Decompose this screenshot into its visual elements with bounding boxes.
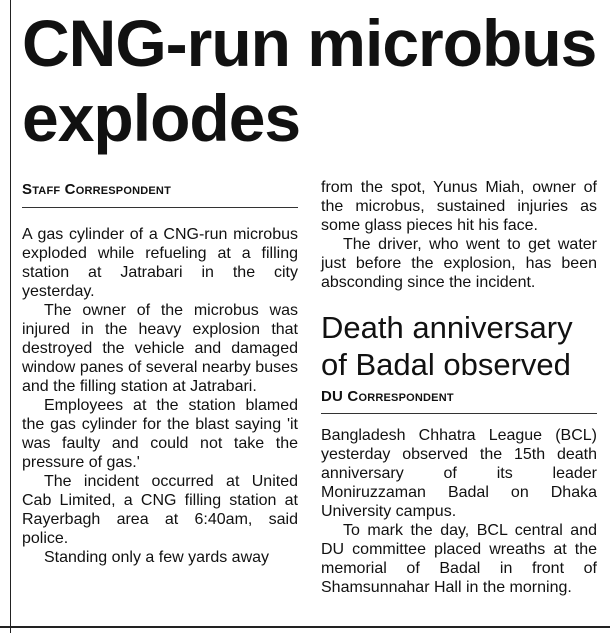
left-column-rule [10, 0, 11, 633]
paragraph: from the spot, Yunus Miah, owner of the microbus, sustained injuries as some glass pieces hit his face. [321, 179, 597, 234]
paragraph: A gas cylinder of a CNG-run microbus exploded while refueling at a filling station at Jatrabari in the city yesterday. [22, 226, 298, 300]
byline-rule [22, 207, 298, 208]
paragraph: The incident occurred at United Cab Limited, a CNG filling station at Rayerbagh area at 6:40am, said police. [22, 473, 298, 547]
second-article-byline: DU Correspondent [321, 388, 454, 405]
article-byline: Staff Correspondent [22, 181, 171, 198]
article-right-column [321, 178, 597, 292]
article-left-column [22, 225, 298, 567]
second-byline-rule [321, 413, 597, 414]
second-article-headline: Death anniversary of Badal observed [321, 310, 573, 382]
paragraph: The driver, who went to get water just before the explosion, has been absconding since the incident. [321, 236, 597, 291]
paragraph: The owner of the microbus was injured in the heavy explosion that destroyed the vehicle and damaged window panes of several nearby buses and the filling station at Jatrabari. [22, 302, 298, 395]
paragraph: To mark the day, BCL central and DU committee placed wreaths at the memorial of Badal in front of Shamsunnahar Hall in the morning. [321, 522, 597, 596]
paragraph: Employees at the station blamed the gas cylinder for the blast saying 'it was faulty and could not take the pressure of gas.' [22, 397, 298, 471]
second-article-column [321, 426, 597, 597]
bottom-rule [0, 626, 610, 628]
paragraph: Standing only a few yards away [44, 549, 270, 566]
article-headline: CNG-run microbus explodes [22, 6, 597, 155]
paragraph: Bangladesh Chhatra League (BCL) yesterday observed the 15th death anniversary of its leader Moniruzzaman Badal on Dhaka University campus. [321, 427, 597, 520]
